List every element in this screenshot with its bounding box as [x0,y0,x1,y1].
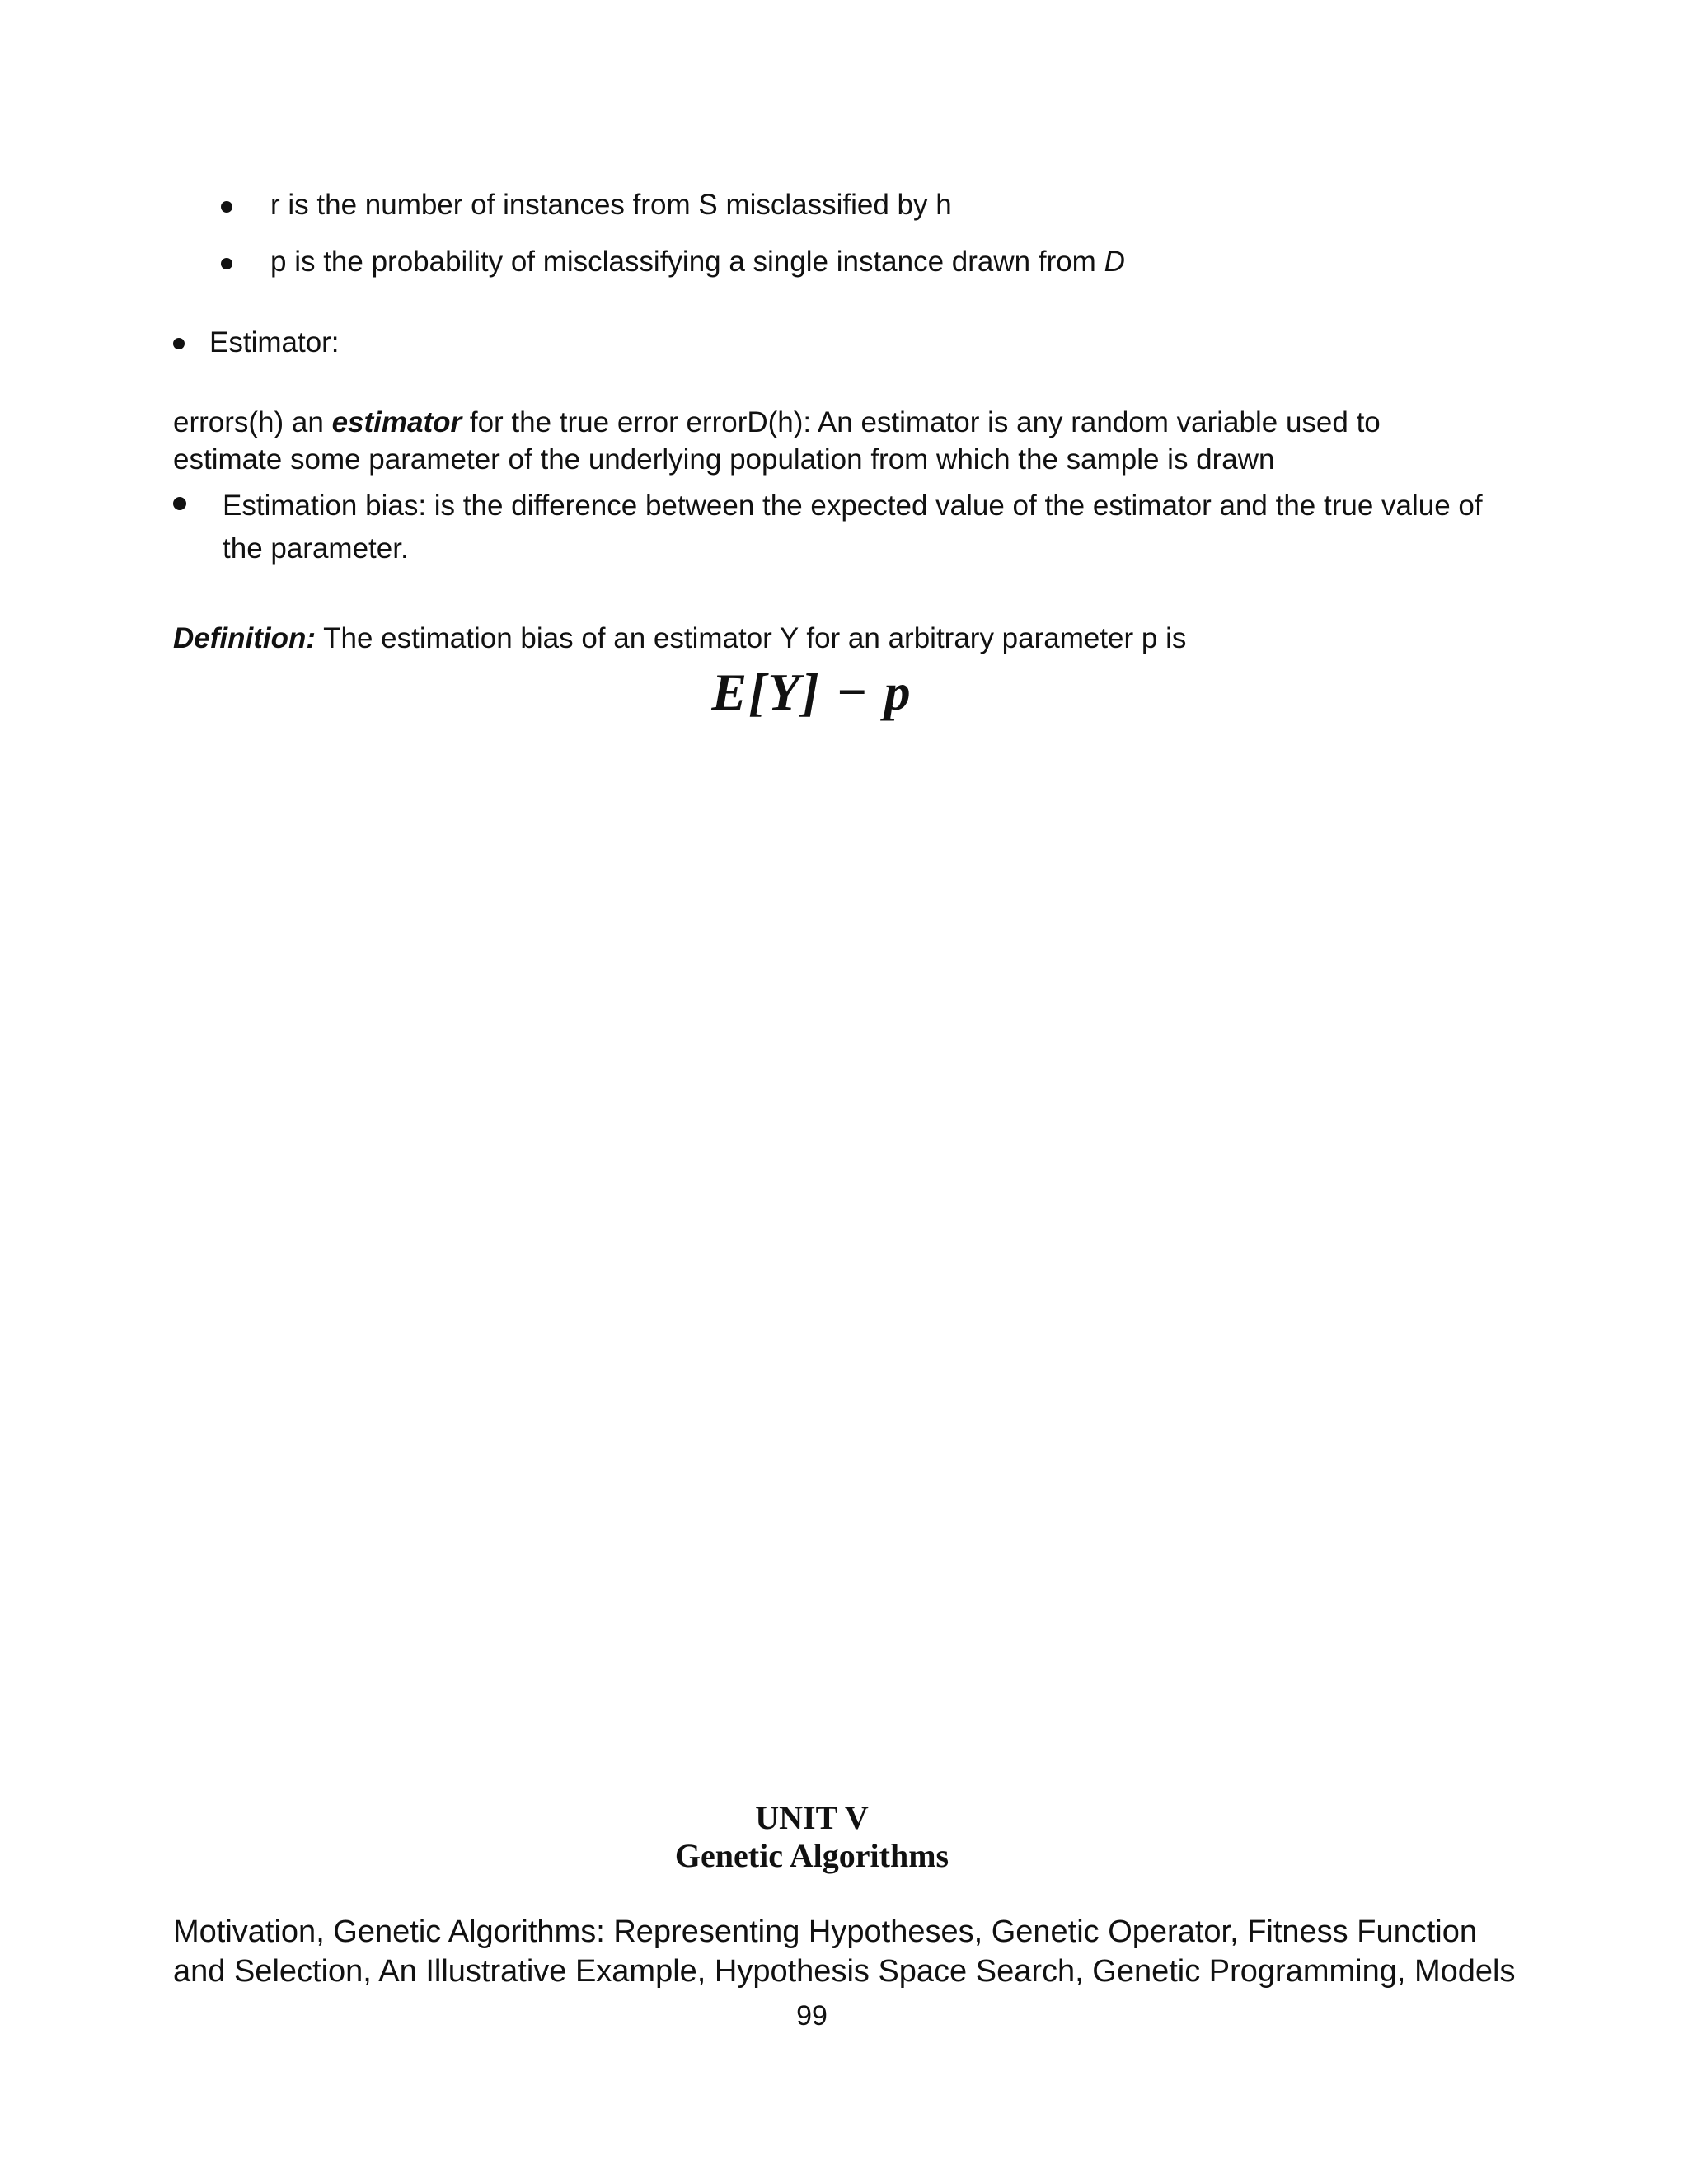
unit-subtitle: Genetic Algorithms [674,1837,950,1874]
bias-bullet-line-1: Estimation bias: is the difference between the expected value of the estimator and the true value of [223,490,1483,522]
sub-bullet-2-italic-d: D [1104,246,1125,278]
estimator-para-line-1 [173,405,1381,441]
sub-bullet-text-2 [270,244,1125,280]
bias-formula: E[Y] − p [711,663,912,721]
definition-label: Definition: [173,622,316,654]
sub-bullet-text-1 [270,187,952,223]
topics-line-1: Motivation, Genetic Algorithms: Representing Hypotheses, Genetic Operator, Fitness Function [173,1915,1477,1949]
estimator-para-pre: errors(h) an [173,406,332,438]
bias-bullet-dot [173,497,186,510]
sub-bullet-1-text: r is the number of instances from S misclassified by h [270,189,952,221]
estimator-para-post: for the true error errorD(h): An estimator is any random variable used to [462,406,1381,438]
page-number: 99 [796,2000,828,2032]
sub-bullet-dot-1 [221,201,232,213]
definition-line [173,621,1186,657]
definition-text: The estimation bias of an estimator Y for an arbitrary parameter p is [316,622,1187,654]
bias-bullet-line-2: the parameter. [223,532,409,565]
sub-bullet-2-text: p is the probability of misclassifying a single instance drawn from [270,246,1104,278]
estimator-para-line-2: estimate some parameter of the underlying population from which the sample is drawn [173,443,1275,476]
estimator-para-emph: estimator [331,406,462,438]
estimator-bullet-text: Estimator: [209,326,340,359]
topics-line-2: and Selection, An Illustrative Example, Hypothesis Space Search, Genetic Programming, Models [173,1954,1516,1989]
unit-title: UNIT V [755,1799,869,1836]
estimator-bullet-dot [173,338,185,349]
sub-bullet-dot-2 [221,258,232,269]
